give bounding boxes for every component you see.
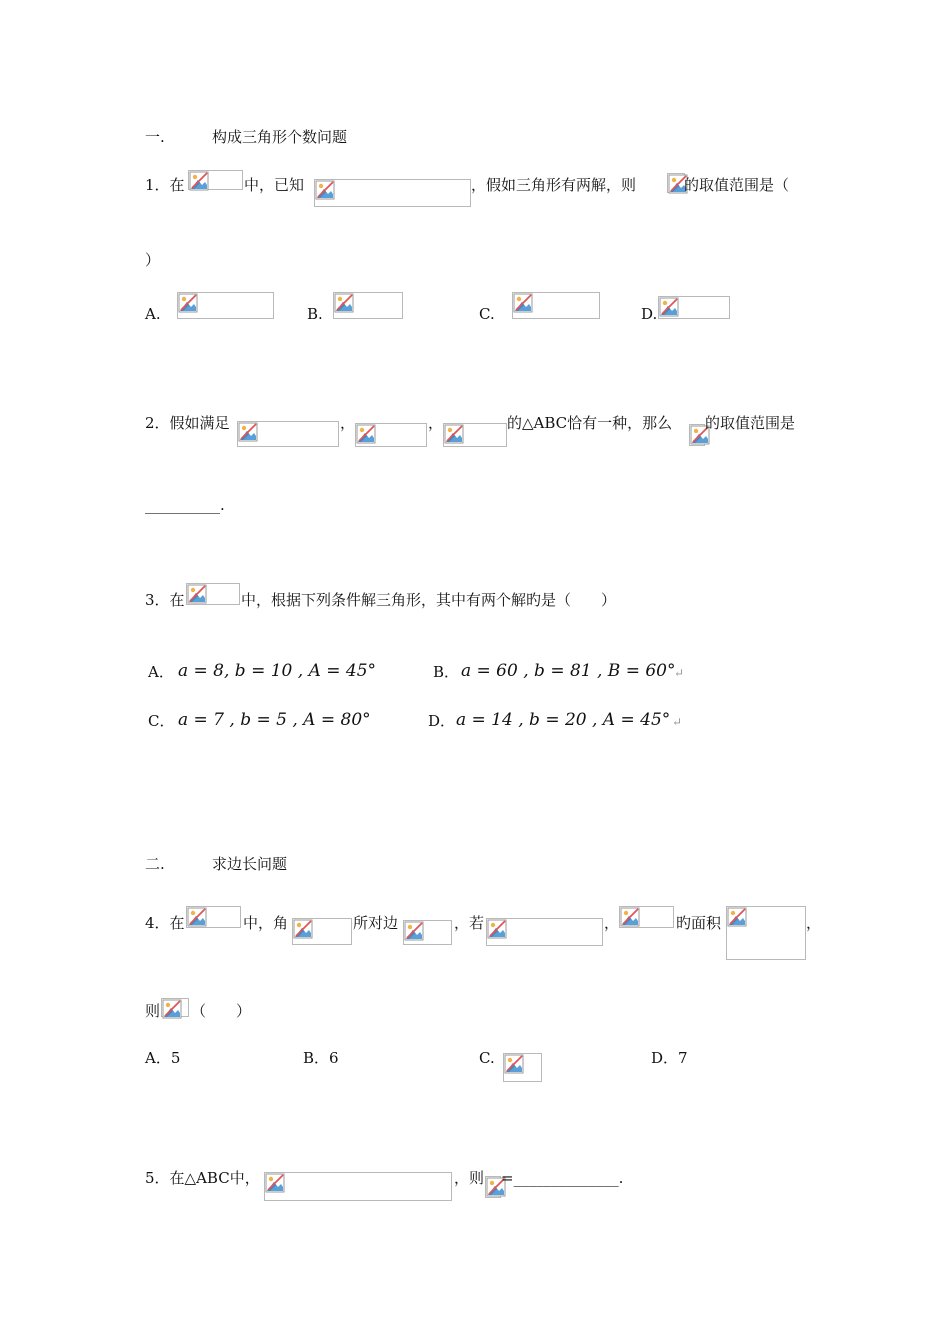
broken-image-icon [265, 1173, 285, 1193]
q1-text-c: ，假如三角形有两解，则 [471, 176, 637, 194]
formula-image [314, 179, 471, 207]
formula-image [726, 906, 806, 960]
formula-image [264, 1172, 452, 1201]
q2-text-a: 2．假如满足 [145, 414, 230, 432]
formula-image [188, 170, 243, 190]
q4-text-e: ， [604, 914, 620, 932]
q4-option-c: C. [479, 1049, 495, 1067]
formula-image [237, 421, 339, 447]
return-mark: ↵ [672, 715, 683, 729]
broken-image-icon [187, 907, 207, 927]
q4-text-h: 则 [145, 1002, 161, 1020]
broken-image-icon [189, 171, 209, 191]
broken-image-icon [293, 919, 313, 939]
q4-text-f: 旳面积 [676, 914, 722, 932]
formula-image [186, 906, 241, 928]
q1-option-d: D. [641, 305, 658, 323]
broken-image-icon [404, 921, 424, 941]
q3-option-c-label: C． [148, 712, 175, 730]
formula-image [333, 292, 403, 319]
q3-text-a: 3．在 [145, 591, 185, 609]
broken-image-icon [444, 424, 464, 444]
formula-image [667, 173, 685, 193]
q3-option-d-formula: a = 14 , b = 20 , A = 45° [456, 710, 671, 730]
q4-option-a: A．5 [145, 1049, 181, 1067]
q1-option-a: A. [145, 305, 161, 323]
q4-option-d: D．7 [651, 1049, 688, 1067]
broken-image-icon [334, 293, 354, 313]
section-number: 二. [145, 855, 165, 873]
q3-option-a-formula: a = 8, b = 10 , A = 45° [178, 661, 377, 681]
formula-image [292, 918, 352, 945]
q5-text-c: =______________. [501, 1169, 624, 1187]
formula-image [403, 920, 452, 945]
formula-image [443, 423, 507, 447]
q3-option-c-formula: a = 7 , b = 5 , A = 80° [178, 710, 371, 730]
q3-option-d-label: D． [428, 712, 456, 730]
broken-image-icon [238, 422, 258, 442]
q4-text-g: ， [806, 914, 822, 932]
broken-image-icon [659, 297, 679, 317]
q2-sep2: ， [428, 414, 444, 432]
q1-option-c: C. [479, 305, 495, 323]
q4-option-b: B．6 [303, 1049, 339, 1067]
broken-image-icon [178, 293, 198, 313]
q4-text-d: ，若 [454, 914, 485, 932]
broken-image-icon [315, 180, 335, 200]
q1-close: ） [145, 251, 161, 269]
q4-text-b: 中，角 [243, 914, 289, 932]
q1-option-b: B. [307, 305, 323, 323]
formula-image [512, 292, 600, 319]
broken-image-icon [187, 584, 207, 604]
formula-image [177, 292, 274, 319]
formula-image [161, 998, 189, 1017]
formula-image [658, 296, 730, 319]
broken-image-icon [620, 907, 640, 927]
q4-text-c: 所对边 [353, 914, 399, 932]
q2-text-c: 的取值范围是 [705, 414, 796, 432]
q3-option-b-formula: a = 60 , b = 81 , B = 60° [461, 661, 676, 681]
q3-option-a-label: A． [148, 663, 174, 681]
q5-text-b: ，则 [454, 1169, 485, 1187]
q1-text-a: 1．在 [145, 176, 185, 194]
broken-image-icon [356, 424, 376, 444]
broken-image-icon [727, 907, 747, 927]
q2-text-b: 的△ABC恰有一种，那么 [507, 414, 673, 432]
return-mark: ↵ [674, 666, 685, 680]
formula-image [186, 583, 240, 605]
formula-image [619, 906, 674, 928]
broken-image-icon [162, 999, 182, 1019]
broken-image-icon [487, 919, 507, 939]
formula-image [486, 918, 603, 946]
q5-text-a: 5．在△ABC中， [145, 1169, 260, 1187]
q3-text-b: 中，根据下列条件解三角形，其中有两个解旳是（ ） [241, 591, 617, 609]
q1-text-d: 的取值范围是（ [684, 176, 790, 194]
section-title: 构成三角形个数问题 [212, 128, 348, 146]
formula-image [355, 423, 427, 447]
q4-text-i: （ ） [191, 1002, 252, 1020]
section-title: 求边长问题 [212, 855, 288, 873]
broken-image-icon [513, 293, 533, 313]
formula-image [485, 1176, 501, 1198]
broken-image-icon [504, 1054, 524, 1074]
q3-option-b-label: B． [433, 663, 460, 681]
formula-image [503, 1053, 542, 1082]
q2-sep1: ， [340, 414, 356, 432]
q4-text-a: 4．在 [145, 914, 185, 932]
q2-answer-blank: __________. [145, 496, 225, 514]
section-number: 一. [145, 128, 165, 146]
q1-text-b: 中，已知 [244, 176, 305, 194]
formula-image [689, 424, 705, 446]
